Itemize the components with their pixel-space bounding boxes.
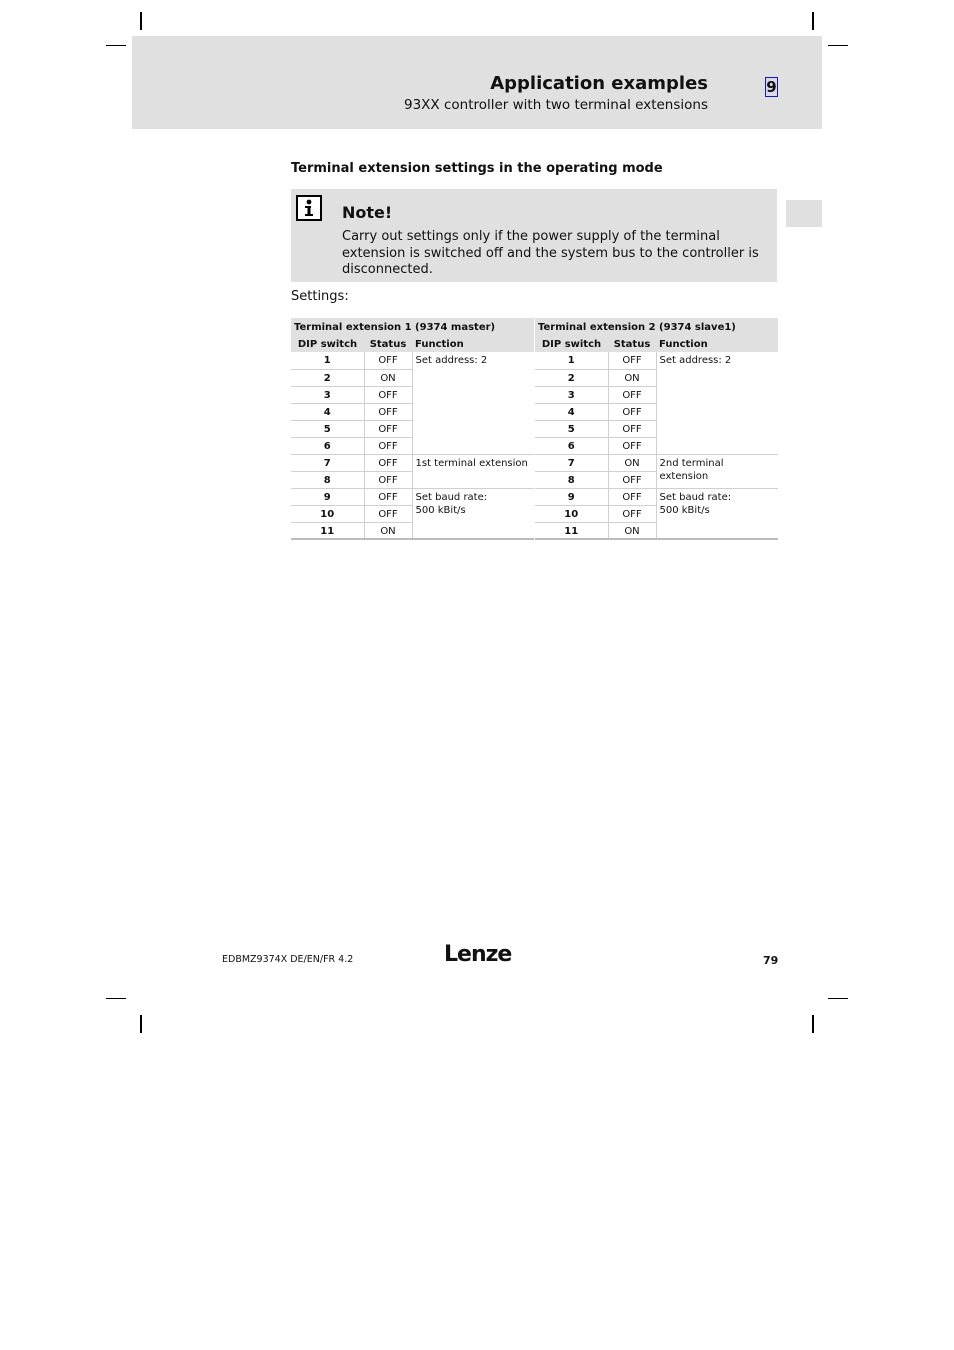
dip-switch-number: 7 — [291, 454, 364, 471]
dip-switch-status: OFF — [364, 403, 412, 420]
dip-switch-status: OFF — [608, 488, 656, 505]
crop-mark — [812, 1015, 814, 1033]
dip-switch-number: 8 — [535, 471, 608, 488]
dip-table-2-wrapper — [535, 318, 778, 540]
page-title: Application examples — [490, 73, 708, 94]
column-header: DIP switch — [291, 335, 364, 352]
dip-switch-status: ON — [364, 369, 412, 386]
page-number: 79 — [763, 954, 779, 967]
dip-switch-status: OFF — [364, 386, 412, 403]
note-text: Carry out settings only if the power supply of the terminal extension is switched off and the system bus to the controller is disconnected. — [342, 229, 759, 277]
dip-switch-status: OFF — [608, 403, 656, 420]
table-row — [535, 488, 778, 505]
dip-switch-number: 1 — [535, 352, 608, 369]
settings-label: Settings: — [291, 289, 349, 304]
info-icon — [296, 195, 322, 221]
dip-switch-status: ON — [608, 454, 656, 471]
lenze-logo: Lenze — [444, 942, 512, 967]
dip-switch-number: 4 — [535, 403, 608, 420]
dip-switch-status: OFF — [364, 471, 412, 488]
page-subtitle: 93XX controller with two terminal extensions — [403, 97, 708, 113]
function-cell: Set address: 2 — [412, 352, 534, 454]
function-cell: Set baud rate: 500 kBit/s — [412, 488, 534, 539]
dip-switch-table-2 — [535, 318, 778, 540]
dip-switch-status: ON — [608, 522, 656, 539]
dip-switch-status: OFF — [608, 420, 656, 437]
column-header: DIP switch — [535, 335, 608, 352]
table-row — [291, 454, 534, 471]
dip-switch-number: 9 — [535, 488, 608, 505]
dip-switch-number: 10 — [291, 505, 364, 522]
dip-switch-number: 11 — [535, 522, 608, 539]
table-row — [291, 488, 534, 505]
column-header: Status — [608, 335, 656, 352]
table-caption: Terminal extension 2 (9374 slave1) — [535, 318, 778, 335]
dip-switch-number: 8 — [291, 471, 364, 488]
dip-switch-status: OFF — [608, 471, 656, 488]
dip-switch-status: ON — [364, 522, 412, 539]
dip-switch-status: OFF — [608, 352, 656, 369]
crop-mark — [828, 45, 848, 46]
column-header: Function — [412, 335, 534, 352]
chapter-link[interactable]: 9 — [766, 78, 777, 96]
crop-mark — [828, 998, 848, 999]
dip-switch-status: OFF — [364, 454, 412, 471]
section-heading: Terminal extension settings in the operating mode — [291, 161, 663, 176]
dip-switch-number: 5 — [535, 420, 608, 437]
dip-switch-status: OFF — [364, 352, 412, 369]
dip-switch-number: 5 — [291, 420, 364, 437]
dip-switch-number: 2 — [291, 369, 364, 386]
column-header: Function — [656, 335, 778, 352]
table-row — [535, 352, 778, 369]
dip-switch-number: 7 — [535, 454, 608, 471]
dip-switch-status: OFF — [364, 437, 412, 454]
dip-switch-number: 2 — [535, 369, 608, 386]
header-band — [132, 36, 822, 129]
document-id: EDBMZ9374X DE/EN/FR 4.2 — [222, 954, 354, 965]
dip-switch-status: OFF — [608, 437, 656, 454]
dip-switch-number: 11 — [291, 522, 364, 539]
crop-mark — [140, 1015, 142, 1033]
function-cell: 2nd terminal extension — [656, 454, 778, 488]
dip-switch-number: 4 — [291, 403, 364, 420]
dip-switch-status: OFF — [608, 386, 656, 403]
table-row — [535, 454, 778, 471]
table-caption: Terminal extension 1 (9374 master) — [291, 318, 534, 335]
dip-switch-table-1 — [291, 318, 534, 540]
dip-switch-status: OFF — [364, 505, 412, 522]
dip-switch-number: 3 — [535, 386, 608, 403]
dip-table-1-wrapper — [291, 318, 534, 540]
dip-switch-number: 6 — [291, 437, 364, 454]
crop-mark — [106, 45, 126, 46]
function-cell: 1st terminal extension — [412, 454, 534, 488]
dip-switch-number: 6 — [535, 437, 608, 454]
table-row — [291, 352, 534, 369]
dip-switch-status: OFF — [608, 505, 656, 522]
note-title: Note! — [342, 203, 393, 222]
function-cell: Set address: 2 — [656, 352, 778, 454]
crop-mark — [812, 12, 814, 30]
dip-switch-number: 3 — [291, 386, 364, 403]
dip-switch-status: ON — [608, 369, 656, 386]
column-header: Status — [364, 335, 412, 352]
dip-switch-status: OFF — [364, 488, 412, 505]
side-tab — [786, 200, 822, 227]
dip-switch-number: 9 — [291, 488, 364, 505]
dip-switch-number: 10 — [535, 505, 608, 522]
dip-switch-number: 1 — [291, 352, 364, 369]
crop-mark — [106, 998, 126, 999]
function-cell: Set baud rate: 500 kBit/s — [656, 488, 778, 539]
crop-mark — [140, 12, 142, 30]
dip-switch-status: OFF — [364, 420, 412, 437]
